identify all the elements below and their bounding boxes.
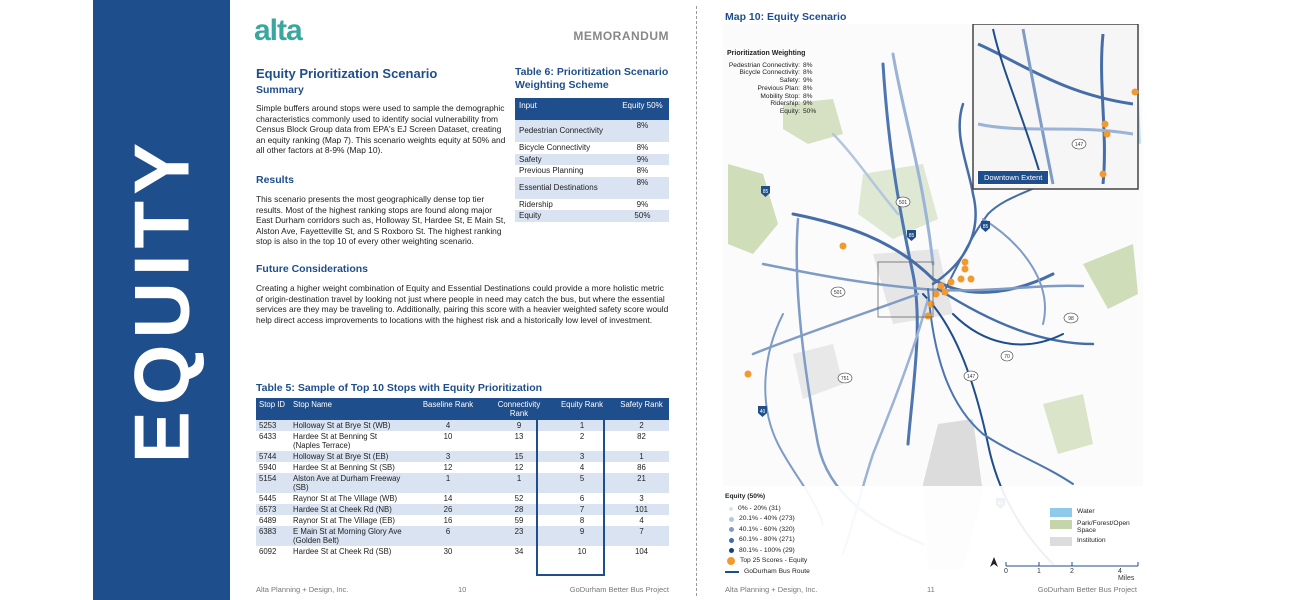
table-cell: 6573	[256, 504, 290, 515]
table-row	[256, 526, 669, 546]
legend-item	[725, 546, 810, 557]
road-label: 70	[1004, 354, 1010, 360]
table-row	[515, 142, 669, 154]
legend-swatch	[1050, 537, 1072, 546]
table-cell: 14	[408, 493, 488, 504]
table-cell: 8%	[616, 177, 669, 199]
scale-label: 1	[1037, 568, 1041, 575]
weighting-key: Pedestrian Connectivity:	[728, 61, 800, 69]
table-cell: 4	[408, 420, 488, 431]
table-cell: 5940	[256, 462, 290, 473]
top-stops-table	[256, 398, 669, 557]
legend-item	[725, 556, 810, 567]
legend-label: 0% - 20% (31)	[738, 504, 781, 512]
footer-right: GoDurham Better Bus Project	[1037, 585, 1137, 594]
table-cell: 21	[614, 473, 669, 493]
weighting-title: Prioritization Weighting	[727, 50, 806, 57]
legend-label: GoDurham Bus Route	[744, 567, 810, 575]
table-cell: Bicycle Connectivity	[515, 142, 616, 154]
table-row	[256, 493, 669, 504]
table-row	[515, 165, 669, 177]
legend-swatch	[725, 571, 739, 573]
legend-label: 60.1% - 80% (271)	[739, 536, 795, 543]
weighting-row	[727, 77, 816, 85]
weighting-key: Equity:	[779, 107, 800, 115]
table-cell: 4	[550, 462, 614, 473]
table-cell: 10	[408, 431, 488, 451]
table-cell: 5253	[256, 420, 290, 431]
table-cell: 5744	[256, 451, 290, 462]
table-cell: 6489	[256, 515, 290, 526]
table-cell: 6	[550, 493, 614, 504]
page-number: 10	[458, 585, 467, 594]
legend-label: Park/Forest/Open Space	[1077, 520, 1130, 534]
table-row	[256, 420, 669, 431]
scale-label: 4 Miles	[1118, 568, 1135, 582]
table-cell: E Main St at Morning Glory Ave (Golden Belt)	[290, 526, 408, 546]
table-cell: Raynor St at The Village (EB)	[290, 515, 408, 526]
legend-label: Top 25 Scores - Equity	[740, 557, 808, 564]
road-label: 85	[762, 189, 769, 195]
table-header: Connectivity Rank	[488, 398, 550, 420]
table-cell: 16	[408, 515, 488, 526]
table-row	[515, 177, 669, 199]
table-cell: 1	[550, 420, 614, 431]
table-cell: 5445	[256, 493, 290, 504]
weighting-row	[727, 108, 816, 116]
table-cell: 34	[488, 546, 550, 557]
footer-left: Alta Planning + Design, Inc.	[256, 585, 349, 594]
table-cell: 12	[488, 462, 550, 473]
legend-swatch	[729, 527, 734, 532]
legend-swatch	[1050, 508, 1072, 517]
legend-label: 40.1% - 60% (320)	[739, 525, 795, 533]
downtown-extent-label: Downtown Extent	[977, 170, 1049, 185]
table-cell: 8%	[616, 120, 669, 142]
table-cell: 5	[550, 473, 614, 493]
table-cell: 101	[614, 504, 669, 515]
weighting-row	[727, 85, 816, 93]
future-text: Creating a higher weight combination of Equity and Essential Destinations could provide a more holistic metric of origin-destination travel by looking not just where people in need may catch the bus, but where the essential services are they may be traveling to. Additionally, pairing this score with a heavier weighted safety score would help direct access improvements to locations with the highest risk and a historically low level of investment.	[256, 283, 669, 325]
table-cell: 3	[550, 451, 614, 462]
weighting-value: 8%	[803, 69, 813, 77]
road-label: 147	[966, 374, 976, 380]
weighting-key: Safety:	[779, 77, 800, 85]
table-row	[256, 473, 669, 493]
legend-swatch	[727, 557, 735, 565]
table-cell: 2	[550, 431, 614, 451]
table-header: Stop ID	[256, 398, 290, 420]
table-cell: 6433	[256, 431, 290, 451]
table-cell: 104	[614, 546, 669, 557]
table-cell: Previous Planning	[515, 165, 616, 177]
table-cell: 8%	[616, 165, 669, 177]
weighting-row	[727, 69, 816, 77]
weighting-value: 50%	[803, 107, 817, 115]
legend-swatch	[729, 538, 734, 543]
table-cell: 23	[488, 526, 550, 546]
table-cell: 8%	[616, 142, 669, 154]
table-cell: 1	[408, 473, 488, 493]
table-cell: Ridership	[515, 199, 616, 211]
table-cell: 9	[488, 420, 550, 431]
land-use-legend	[1050, 508, 1137, 549]
results-text: This scenario presents the most geographically dense top tier results. Most of the highest ranking stops are found along major East Durham corridors such as, Holloway St, Hardee St, E Main St, Alston Ave, Fayetteville St, and S Roxboro St. The highest ranking stop is also in the top 10 of every other weighting scenario.	[256, 194, 506, 247]
sidebar-label: EQUITY	[117, 136, 205, 464]
weighting-legend	[727, 50, 816, 116]
table-header-row	[256, 398, 669, 420]
table-cell: 26	[408, 504, 488, 515]
table-header-row	[515, 98, 669, 120]
weighting-value: 8%	[803, 84, 813, 92]
weighting-key: Bicycle Connectivity:	[739, 69, 800, 77]
scale-bar	[990, 556, 1140, 580]
table-cell: 13	[488, 431, 550, 451]
road-label: 751	[840, 376, 850, 382]
table-cell: Equity	[515, 210, 616, 222]
section-title: Equity Prioritization Scenario	[256, 66, 438, 81]
table-cell: 3	[614, 493, 669, 504]
table6-title: Table 6: Prioritization Scenario Weighting Scheme	[515, 66, 669, 91]
table-header: Stop Name	[290, 398, 408, 420]
table-cell: Hardee St at Cheek Rd (NB)	[290, 504, 408, 515]
table-cell: Safety	[515, 154, 616, 166]
road-label: 40	[759, 409, 766, 415]
legend-item	[1050, 520, 1137, 534]
table-cell: 9%	[616, 154, 669, 166]
table-cell: Holloway St at Brye St (EB)	[290, 451, 408, 462]
table-cell: 10	[550, 546, 614, 557]
legend-title: Equity (50%)	[725, 493, 766, 500]
table-row	[256, 431, 669, 451]
table-cell: 2	[614, 420, 669, 431]
scale-label: 0	[1004, 568, 1008, 575]
table-cell: 3	[408, 451, 488, 462]
table-cell: 7	[614, 526, 669, 546]
right-page	[705, 0, 1145, 600]
table-cell: 59	[488, 515, 550, 526]
weighting-row	[727, 93, 816, 101]
table-row	[256, 462, 669, 473]
table5-title: Table 5: Sample of Top 10 Stops with Equity Prioritization	[256, 382, 543, 394]
table-cell: 6383	[256, 526, 290, 546]
table-header: Safety Rank	[614, 398, 669, 420]
table-header: Input	[515, 98, 616, 120]
legend-item	[725, 567, 810, 578]
road-label: 501	[833, 290, 843, 296]
summary-heading: Summary	[256, 84, 304, 96]
table-cell: Hardee St at Benning St (SB)	[290, 462, 408, 473]
table-cell: 28	[488, 504, 550, 515]
table-cell: 82	[614, 431, 669, 451]
table-header: Equity Rank	[550, 398, 614, 420]
weighting-key: Mobility Stop:	[760, 92, 800, 100]
future-heading: Future Considerations	[256, 263, 369, 275]
table-row	[515, 120, 669, 142]
table-cell: Pedestrian Connectivity	[515, 120, 616, 142]
road-label: 147	[1074, 142, 1084, 148]
weighting-key: Ridership:	[770, 100, 800, 108]
table-cell: Hardee St at Benning St (Naples Terrace)	[290, 431, 408, 451]
left-page	[230, 0, 695, 600]
table-cell: 9	[550, 526, 614, 546]
table-row	[256, 515, 669, 526]
weighting-value: 8%	[803, 92, 813, 100]
weighting-table	[515, 98, 669, 222]
road-label: 85	[908, 233, 915, 239]
table-cell: 30	[408, 546, 488, 557]
weighting-value: 9%	[803, 100, 813, 108]
table-cell: Hardee St at Cheek Rd (SB)	[290, 546, 408, 557]
table-cell: 6	[408, 526, 488, 546]
legend-item	[725, 525, 810, 536]
table-cell: 12	[408, 462, 488, 473]
table-row	[256, 504, 669, 515]
scale-label: 2	[1070, 568, 1074, 575]
legend-swatch	[729, 548, 734, 553]
sidebar-banner	[93, 0, 230, 600]
legend-label: Water	[1077, 508, 1095, 515]
memo-label: MEMORANDUM	[573, 29, 669, 43]
table-cell: Alston Ave at Durham Freeway (SB)	[290, 473, 408, 493]
legend-item	[725, 535, 810, 546]
legend-item	[725, 514, 810, 525]
alta-logo: alta	[254, 14, 302, 47]
road-label: 501	[898, 200, 908, 206]
results-heading: Results	[256, 174, 294, 186]
weighting-row	[727, 62, 816, 70]
legend-item	[725, 504, 810, 515]
table-cell: 4	[614, 515, 669, 526]
legend-swatch	[729, 507, 733, 511]
table-row	[515, 210, 669, 222]
table-row	[256, 451, 669, 462]
legend-label: 80.1% - 100% (29)	[739, 546, 795, 554]
table-header: Baseline Rank	[408, 398, 488, 420]
page-divider	[696, 6, 697, 596]
map-title: Map 10: Equity Scenario	[725, 11, 847, 23]
table-cell: 7	[550, 504, 614, 515]
table-row	[515, 154, 669, 166]
table-cell: 15	[488, 451, 550, 462]
table-cell: 1	[488, 473, 550, 493]
table-cell: 8	[550, 515, 614, 526]
table-row	[515, 199, 669, 211]
table-cell: 9%	[616, 199, 669, 211]
road-label: 85	[982, 224, 989, 230]
weighting-key: Previous Plan:	[757, 84, 800, 92]
weighting-value: 9%	[803, 77, 813, 85]
table-cell: 6092	[256, 546, 290, 557]
table-cell: 1	[614, 451, 669, 462]
north-arrow-icon	[990, 556, 1140, 568]
legend-item	[1050, 508, 1137, 517]
table-cell: 5154	[256, 473, 290, 493]
table-cell: Essential Destinations	[515, 177, 616, 199]
road-label: 98	[1068, 316, 1074, 322]
legend-swatch	[1050, 520, 1072, 529]
table-cell: 52	[488, 493, 550, 504]
downtown-inset	[973, 24, 1139, 189]
table-header: Equity 50%	[616, 98, 669, 120]
weighting-row	[727, 100, 816, 108]
table-cell: 50%	[616, 210, 669, 222]
footer-left: Alta Planning + Design, Inc.	[725, 585, 818, 594]
legend-swatch	[729, 517, 734, 522]
table-cell: Raynor St at The Village (WB)	[290, 493, 408, 504]
equity-legend	[725, 492, 810, 577]
summary-text: Simple buffers around stops were used to sample the demographic characteristics commonly used to identify social vulnerability from Census Block Group data from EPA's EJ Screen Dataset, creating an equity ranking (Map 7). This scenario weights equity at 50% and all other factors at 8-9% (Map 10).	[256, 103, 506, 156]
legend-label: Institution	[1077, 537, 1106, 544]
weighting-value: 8%	[803, 61, 813, 69]
legend-label: 20.1% - 40% (273)	[739, 515, 795, 522]
table-cell: 86	[614, 462, 669, 473]
table-cell: Holloway St at Brye St (WB)	[290, 420, 408, 431]
page-number: 11	[927, 585, 935, 594]
legend-item	[1050, 537, 1137, 546]
table-row	[256, 546, 669, 557]
footer-right: GoDurham Better Bus Project	[569, 585, 669, 594]
